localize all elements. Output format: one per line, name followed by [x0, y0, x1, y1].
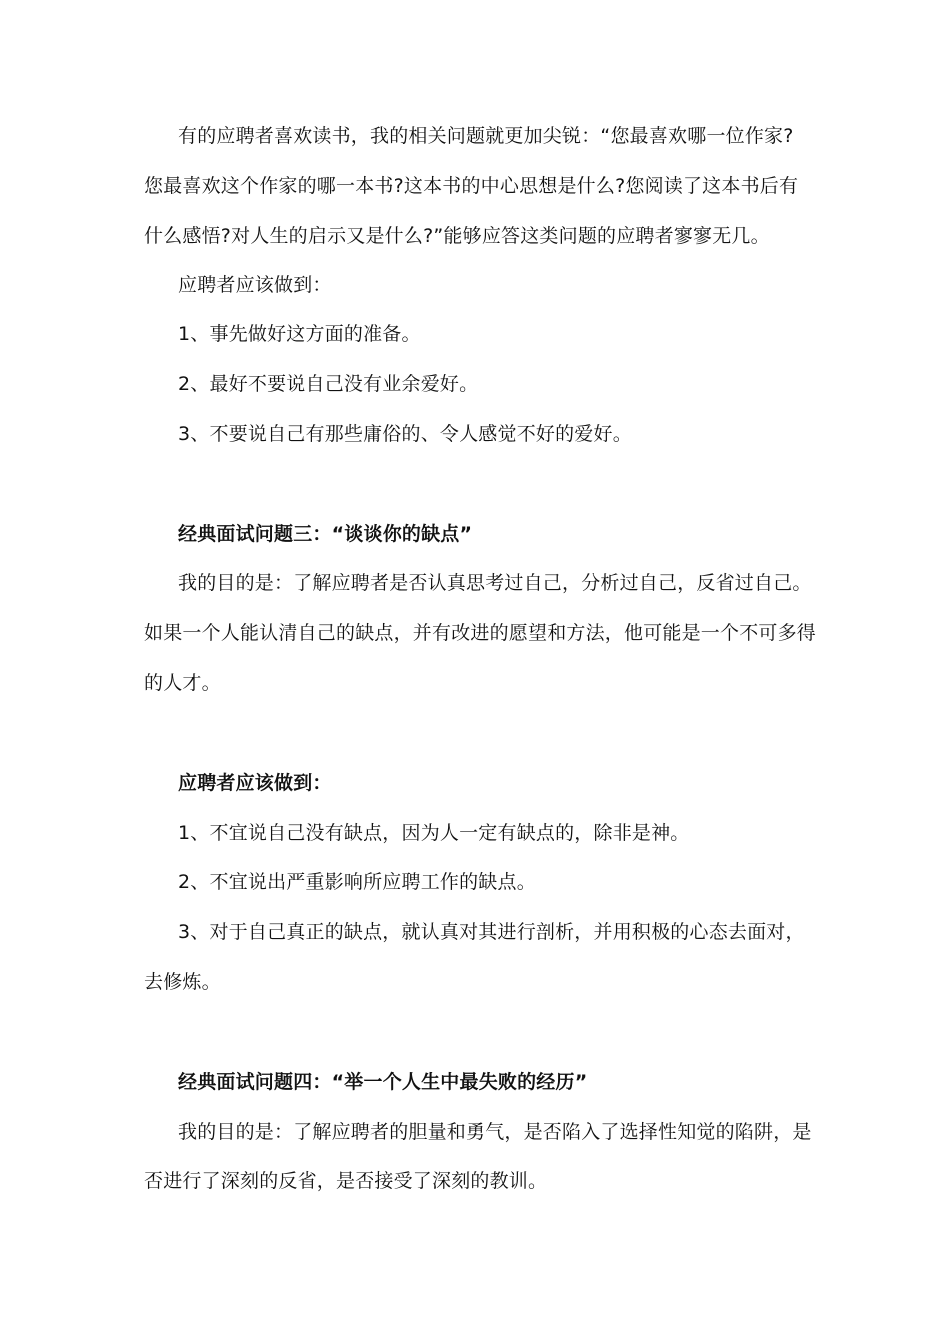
paragraph-line: 我的目的是：了解应聘者是否认真思考过自己，分析过自己，反省过自己。 [178, 572, 812, 594]
list-item-continuation: 去修炼。 [144, 971, 221, 993]
list-item: 3、不要说自己有那些庸俗的、令人感觉不好的爱好。 [178, 423, 632, 445]
list-item: 1、不宜说自己没有缺点，因为人一定有缺点的，除非是神。 [178, 822, 690, 844]
paragraph-line: 否进行了深刻的反省，是否接受了深刻的教训。 [144, 1170, 548, 1192]
paragraph-line: 的人才。 [144, 672, 221, 694]
should-do-heading: 应聘者应该做到： [178, 772, 332, 794]
list-item: 2、不宜说出严重影响所应聘工作的缺点。 [178, 871, 536, 893]
section-heading: 经典面试问题三：“谈谈你的缺点” [178, 523, 473, 545]
paragraph-line: 如果一个人能认清自己的缺点，并有改进的愿望和方法，他可能是一个不可多得 [144, 622, 817, 644]
paragraph-line: 有的应聘者喜欢读书，我的相关问题就更加尖锐：“您最喜欢哪一位作家? [178, 125, 794, 147]
list-item: 3、对于自己真正的缺点，就认真对其进行剖析，并用积极的心态去面对， [178, 921, 805, 943]
should-do-label: 应聘者应该做到： [178, 274, 332, 296]
paragraph-line: 我的目的是：了解应聘者的胆量和勇气，是否陷入了选择性知觉的陷阱，是 [178, 1121, 812, 1143]
paragraph-line: 您最喜欢这个作家的哪一本书?这本书的中心思想是什么?您阅读了这本书后有 [144, 175, 799, 197]
section-heading: 经典面试问题四：“举一个人生中最失败的经历” [178, 1071, 588, 1093]
list-item: 2、最好不要说自己没有业余爱好。 [178, 373, 479, 395]
list-item: 1、事先做好这方面的准备。 [178, 323, 421, 345]
paragraph-line: 什么感悟?对人生的启示又是什么?”能够应答这类问题的应聘者寥寥无几。 [144, 225, 770, 247]
